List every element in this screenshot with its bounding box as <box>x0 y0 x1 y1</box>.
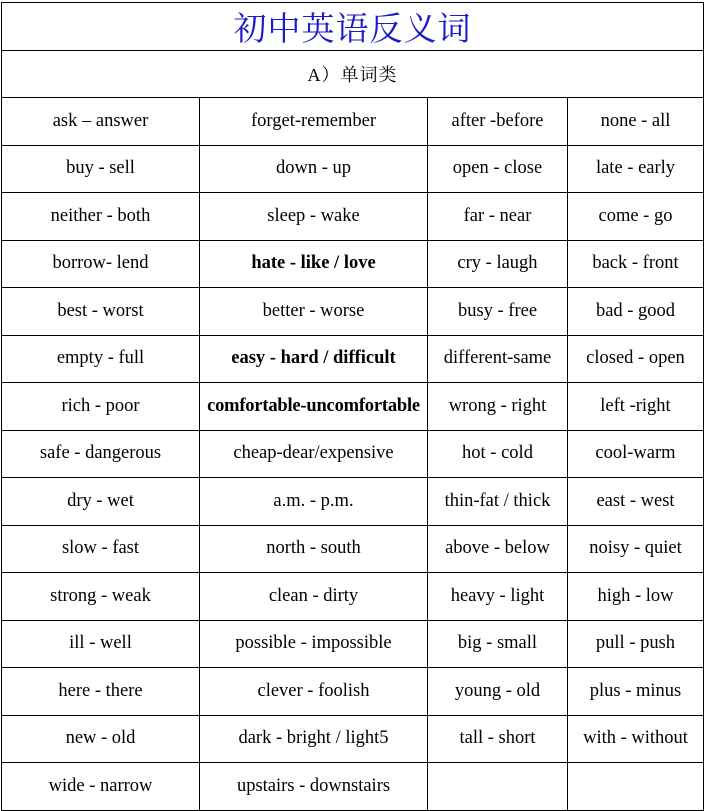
word-cell: after -before <box>428 98 568 146</box>
word-cell: better - worse <box>200 288 428 336</box>
table-row <box>2 193 704 241</box>
word-cell: cheap-dear/expensive <box>200 430 428 478</box>
word-cell: bad - good <box>568 288 704 336</box>
antonym-table <box>1 2 704 811</box>
word-cell <box>568 763 704 811</box>
page-title: 初中英语反义词 <box>233 9 472 48</box>
word-cell: cry - laugh <box>428 240 568 288</box>
word-cell: far - near <box>428 193 568 241</box>
word-cell: cool-warm <box>568 430 704 478</box>
section-label: A）单词类 <box>307 65 398 85</box>
word-cell: possible - impossible <box>200 620 428 668</box>
word-cell: wrong - right <box>428 383 568 431</box>
word-cell: borrow- lend <box>2 240 200 288</box>
word-cell: plus - minus <box>568 668 704 716</box>
word-cell: different-same <box>428 335 568 383</box>
word-cell: clever - foolish <box>200 668 428 716</box>
table-row <box>2 573 704 621</box>
section-label-cell <box>2 51 704 98</box>
word-cell: left -right <box>568 383 704 431</box>
word-cell: open - close <box>428 145 568 193</box>
word-cell: above - below <box>428 525 568 573</box>
word-cell: wide - narrow <box>2 763 200 811</box>
word-cell: here - there <box>2 668 200 716</box>
word-cell: new - old <box>2 715 200 763</box>
word-cell: safe - dangerous <box>2 430 200 478</box>
word-cell: clean - dirty <box>200 573 428 621</box>
table-row <box>2 763 704 811</box>
word-cell: high - low <box>568 573 704 621</box>
word-cell: strong - weak <box>2 573 200 621</box>
word-cell: rich - poor <box>2 383 200 431</box>
word-cell: none - all <box>568 98 704 146</box>
table-row <box>2 478 704 526</box>
word-cell: east - west <box>568 478 704 526</box>
table-title-cell <box>2 3 704 51</box>
table-row <box>2 430 704 478</box>
word-cell: north - south <box>200 525 428 573</box>
table-row <box>2 668 704 716</box>
word-cell: slow - fast <box>2 525 200 573</box>
word-cell: ill - well <box>2 620 200 668</box>
word-cell: down - up <box>200 145 428 193</box>
word-cell: best - worst <box>2 288 200 336</box>
word-cell: tall - short <box>428 715 568 763</box>
word-cell: dry - wet <box>2 478 200 526</box>
word-cell: hot - cold <box>428 430 568 478</box>
word-cell: forget-remember <box>200 98 428 146</box>
word-cell: comfortable-uncomfortable <box>200 383 428 431</box>
word-cell: young - old <box>428 668 568 716</box>
table-row <box>2 620 704 668</box>
table-row <box>2 335 704 383</box>
word-cell: buy - sell <box>2 145 200 193</box>
word-cell: ask – answer <box>2 98 200 146</box>
word-cell: pull - push <box>568 620 704 668</box>
word-cell: a.m. - p.m. <box>200 478 428 526</box>
table-row <box>2 145 704 193</box>
word-cell: sleep - wake <box>200 193 428 241</box>
word-cell: upstairs - downstairs <box>200 763 428 811</box>
word-cell: busy - free <box>428 288 568 336</box>
word-cell: with - without <box>568 715 704 763</box>
table-row <box>2 383 704 431</box>
word-cell: back - front <box>568 240 704 288</box>
word-cell: dark - bright / light5 <box>200 715 428 763</box>
section-row <box>2 51 704 98</box>
title-row <box>2 3 704 51</box>
word-cell: easy - hard / difficult <box>200 335 428 383</box>
table-row <box>2 240 704 288</box>
table-row <box>2 525 704 573</box>
table-row <box>2 715 704 763</box>
word-cell: thin-fat / thick <box>428 478 568 526</box>
word-cell: closed - open <box>568 335 704 383</box>
word-cell: come - go <box>568 193 704 241</box>
word-cell: heavy - light <box>428 573 568 621</box>
word-cell: empty - full <box>2 335 200 383</box>
word-cell <box>428 763 568 811</box>
word-cell: noisy - quiet <box>568 525 704 573</box>
table-row <box>2 98 704 146</box>
word-cell: neither - both <box>2 193 200 241</box>
word-cell: big - small <box>428 620 568 668</box>
word-cell: late - early <box>568 145 704 193</box>
table-row <box>2 288 704 336</box>
word-cell: hate - like / love <box>200 240 428 288</box>
